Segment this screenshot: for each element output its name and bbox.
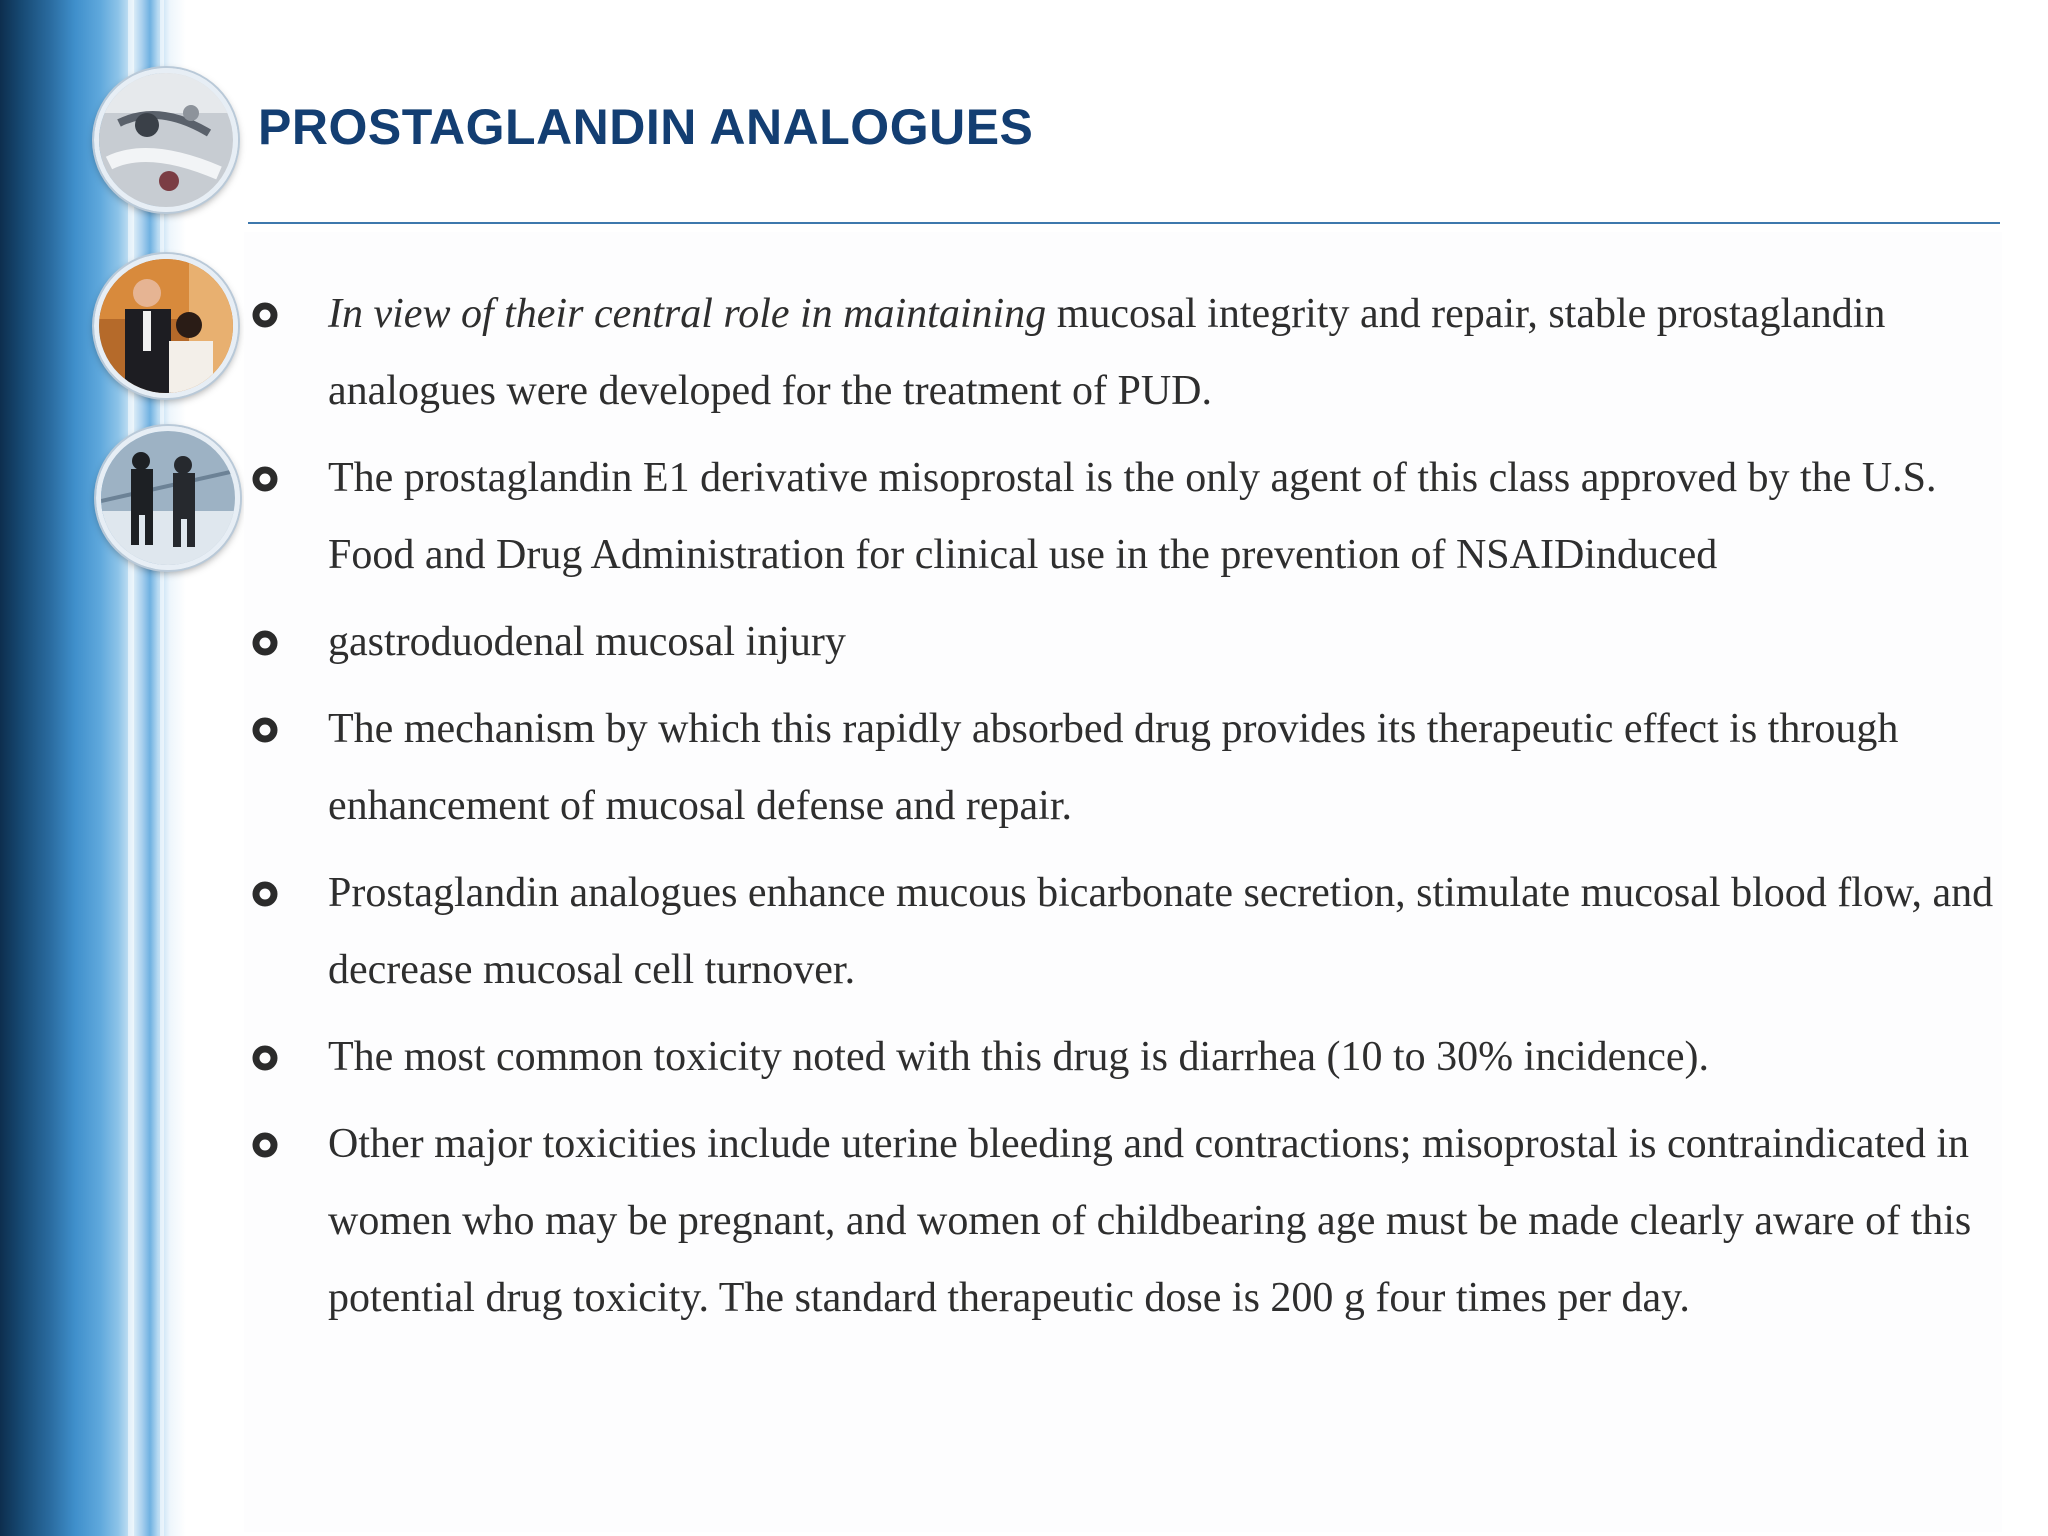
stethoscope-photo — [94, 68, 238, 212]
sidebar-stripe — [160, 0, 164, 1536]
bullet-item — [252, 1106, 2012, 1337]
bullet-item — [252, 276, 2012, 430]
bullet-text: Prostaglandin analogues enhance mucous bicarbonate secretion, stimulate mucosal blood flow, and decrease mucosal cell turnover. — [328, 870, 1994, 993]
bullet-item — [252, 1019, 2012, 1096]
walking-people-photo — [96, 426, 240, 570]
bullet-italic-text: In view of their central role in maintaining — [328, 291, 1047, 337]
bullet-text: gastroduodenal mucosal injury — [328, 619, 846, 665]
ring-bullet-icon — [252, 717, 278, 743]
title-divider — [248, 222, 2000, 224]
ring-bullet-icon — [252, 302, 278, 328]
bullet-item — [252, 691, 2012, 845]
bullet-text: mucosal integrity and repair, stable prostaglandin analogues were developed for the treatment of PUD. — [328, 291, 1886, 414]
bullet-text: The prostaglandin E1 derivative misoprostal is the only agent of this class approved by the U.S. Food and Drug Administration for clinical use in the prevention of NSAIDinduced — [328, 455, 1937, 578]
bullet-list — [252, 276, 2012, 1347]
ring-bullet-icon — [252, 630, 278, 656]
ring-bullet-icon — [252, 466, 278, 492]
ring-bullet-icon — [252, 1132, 278, 1158]
bullet-item — [252, 440, 2012, 594]
ring-bullet-icon — [252, 1045, 278, 1071]
slide-title: PROSTAGLANDIN ANALOGUES — [258, 99, 1034, 155]
bullet-text: The mechanism by which this rapidly absorbed drug provides its therapeutic effect is through enhancement of mucosal defense and repair. — [328, 706, 1899, 829]
bullet-item — [252, 855, 2012, 1009]
sidebar-stripe — [128, 0, 134, 1536]
sidebar-gradient — [0, 0, 186, 1536]
bullet-text: Other major toxicities include uterine bleeding and contractions; misoprostal is contraindicated in women who may be pregnant, and women of childbearing age must be made clearly aware of this potential drug toxicity. The standard therapeutic dose is 200 g four times per day. — [328, 1121, 1972, 1321]
ring-bullet-icon — [252, 881, 278, 907]
business-meeting-photo — [94, 254, 238, 398]
bullet-item — [252, 604, 2012, 681]
bullet-text: The most common toxicity noted with this drug is diarrhea (10 to 30% incidence). — [328, 1034, 1710, 1080]
